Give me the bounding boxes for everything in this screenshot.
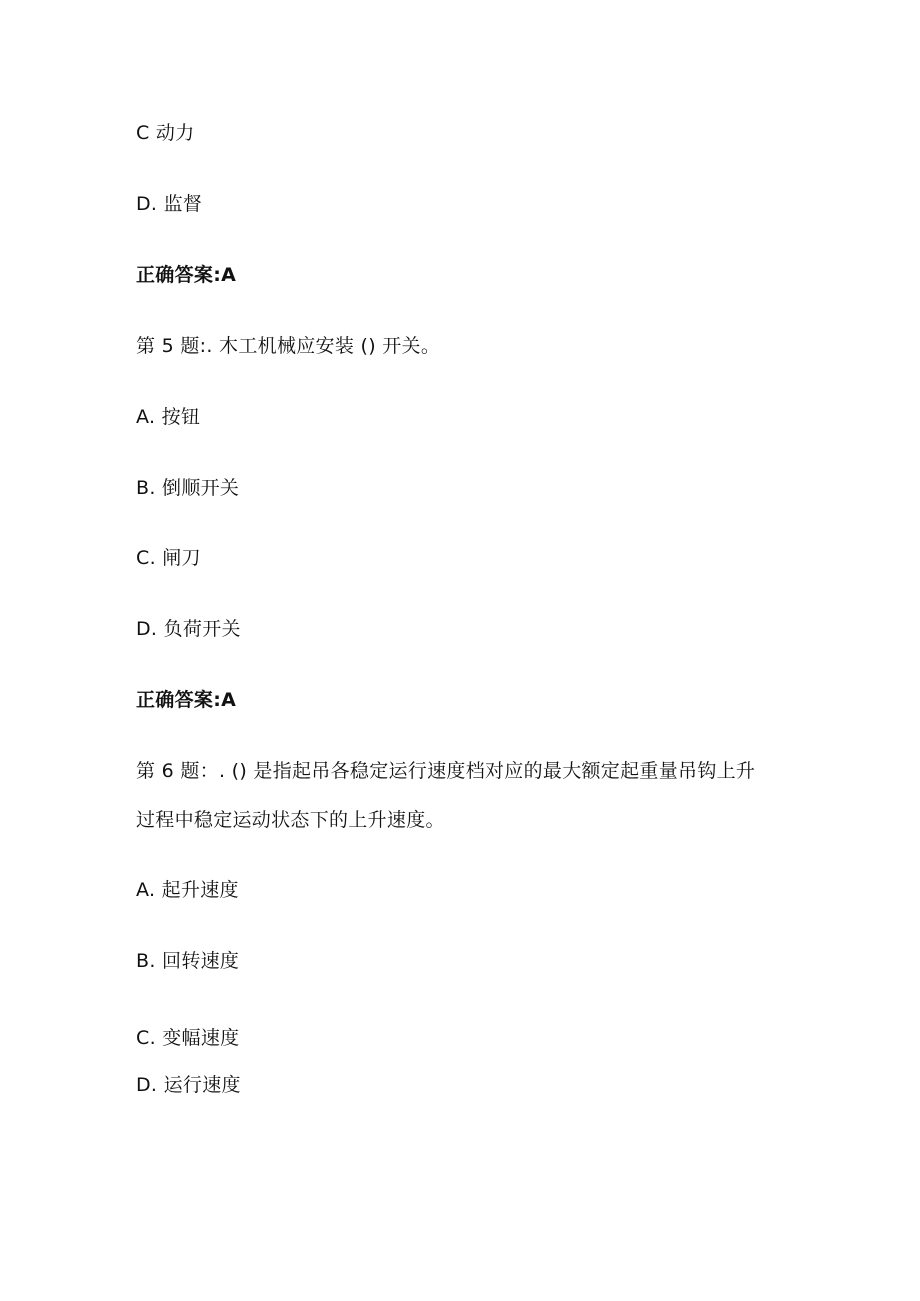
- q6-option-b: B. 回转速度: [136, 950, 240, 972]
- q6-stem-line2: 过程中稳定运动状态下的上升速度。: [136, 809, 445, 831]
- q5-stem: 第 5 题:. 木工机械应安装 () 开关。: [136, 335, 441, 357]
- prev-option-d: D. 监督: [136, 193, 203, 215]
- prev-correct-answer: 正确答案:A: [136, 264, 237, 286]
- q5-option-d: D. 负荷开关: [136, 618, 241, 640]
- q6-option-d: D. 运行速度: [136, 1074, 241, 1096]
- q5-option-b: B. 倒顺开关: [136, 477, 240, 499]
- q6-stem-line1: 第 6 题：. () 是指起吊各稳定运行速度档对应的最大额定起重量吊钩上升: [136, 760, 756, 782]
- q5-option-a: A. 按钮: [136, 406, 201, 428]
- q6-option-a: A. 起升速度: [136, 879, 239, 901]
- q5-option-c: C. 闸刀: [136, 547, 201, 569]
- prev-option-c: C 动力: [136, 122, 195, 144]
- q5-correct-answer: 正确答案:A: [136, 689, 237, 711]
- q6-option-c: C. 变幅速度: [136, 1027, 240, 1049]
